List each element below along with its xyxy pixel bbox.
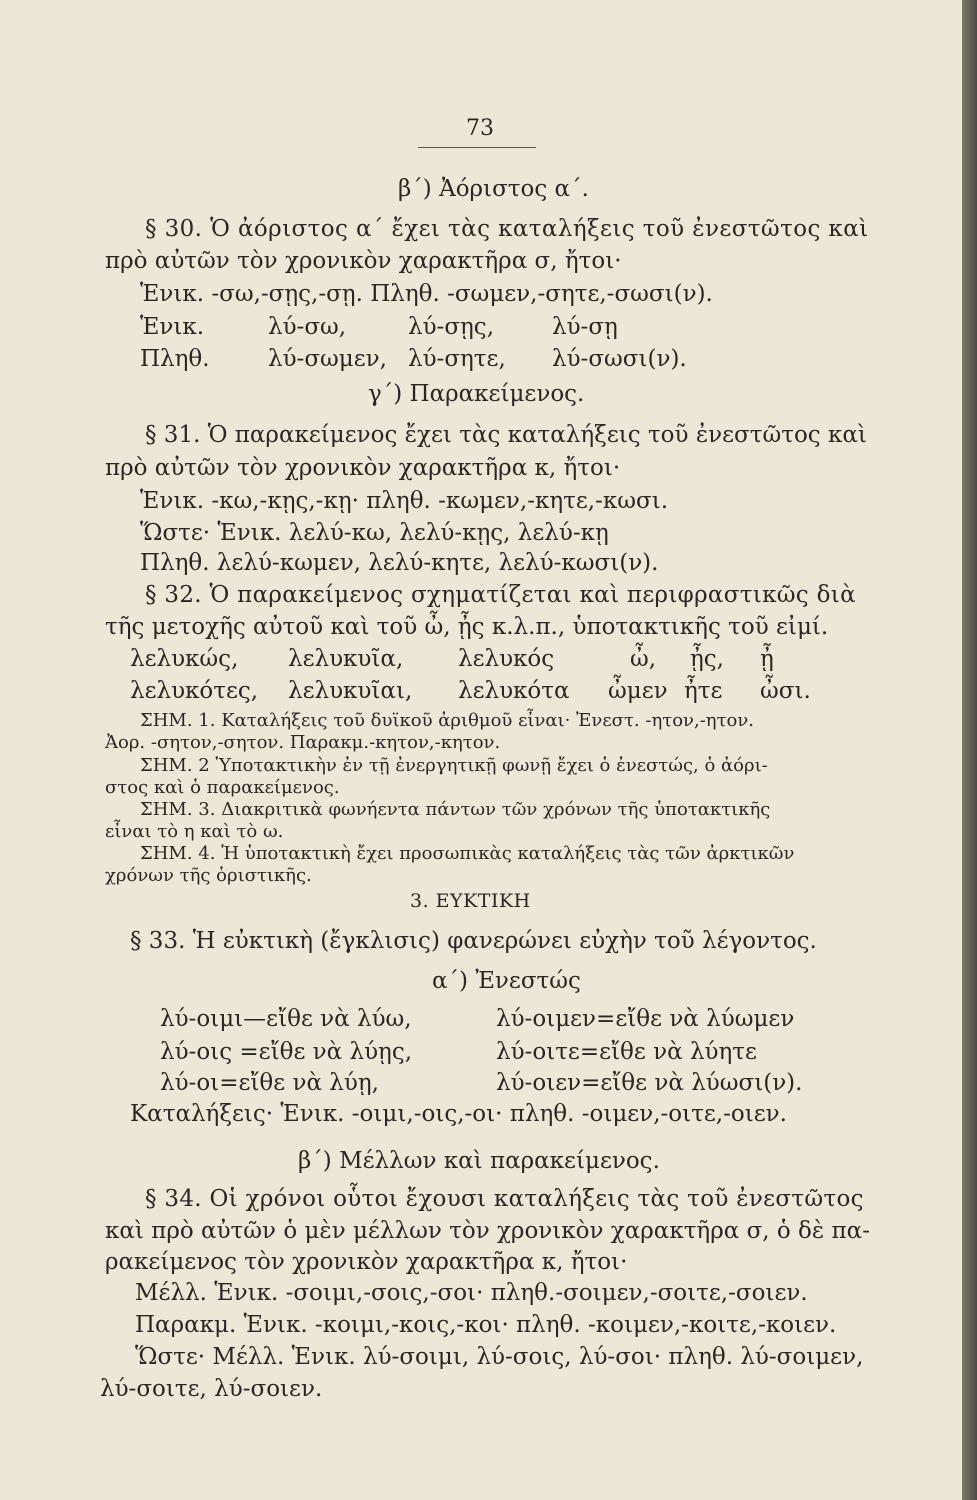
note-line: ΣΗΜ. 3. Διακριτικὰ φωνήεντα πάντων τῶν χρόνων τῆς ὑποτακτικῆς <box>140 799 771 820</box>
note-line: ΣΗΜ. 1. Καταλήξεις τοῦ δυϊκοῦ ἀριθμοῦ εἶναι· Ἐνεστ. -ητον,-ητον. <box>140 710 755 731</box>
cell: ἦτε <box>684 678 723 704</box>
optative-row-left: λύ-οις =εἴθε νὰ λύῃς, <box>160 1039 413 1065</box>
cell: ὦμεν <box>608 678 668 704</box>
paragraph-30-line-1: § 30. Ὁ ἀόριστος α΄ ἔχει τὰς καταλήξεις τοῦ ἐνεστῶτος καὶ <box>145 216 869 242</box>
paragraph-31-line-4: Ὥστε· Ἑνικ. λελύ-κω, λελύ-κῃς, λελύ-κῃ <box>140 520 609 546</box>
paragraph-30-line-3: Ἑνικ. -σω,-σῃς,-σῃ. Πληθ. -σωμεν,-σητε,-σωσι(ν). <box>140 281 713 307</box>
heading-optative: 3. ΕΥΚΤΙΚΗ <box>410 890 531 912</box>
heading-perfect: γ΄) Παρακείμενος. <box>368 381 585 407</box>
paragraph-34-line-1: § 34. Οἱ χρόνοι οὗτοι ἔχουσι καταλήξεις τὰς τοῦ ἐνεστῶτος <box>145 1186 864 1212</box>
paragraph-32-line-2: τῆς μετοχῆς αὐτοῦ καὶ τοῦ ὦ, ᾖς κ.λ.π., ὑποτακτικῆς τοῦ εἰμί. <box>105 614 829 640</box>
paragraph-34-line-5: Παρακμ. Ἑνικ. -κοιμι,-κοις,-κοι· πληθ. -κοιμεν,-κοιτε,-κοιεν. <box>135 1312 837 1338</box>
optative-endings: Καταλήξεις· Ἑνικ. -οιμι,-οις,-οι· πληθ. -οιμεν,-οιτε,-οιεν. <box>130 1101 787 1127</box>
cell: λύ-σῃ <box>552 314 618 340</box>
cell: ᾖς, <box>690 646 724 672</box>
page-edge-shadow <box>962 0 977 1500</box>
page-number-rule <box>418 147 536 148</box>
paragraph-34-line-7: λύ-σοιτε, λύ-σοιεν. <box>100 1376 323 1402</box>
note-line: χρόνων τῆς ὁριστικῆς. <box>105 865 312 886</box>
paragraph-34-line-3: ρακείμενος τὸν χρονικὸν χαρακτῆρα κ, ἤτοι· <box>105 1249 628 1275</box>
paragraph-34-line-4: Μέλλ. Ἑνικ. -σοιμι,-σοις,-σοι· πληθ.-σοιμεν,-σοιτε,-σοιεν. <box>135 1280 808 1306</box>
cell: λύ-σωμεν, <box>268 346 387 372</box>
note-line: ΣΗΜ. 4. Ἡ ὑποτακτικὴ ἔχει προσωπικὰς καταλήξεις τὰς τῶν ἀρκτικῶν <box>140 843 795 864</box>
paragraph-34-line-2: καὶ πρὸ αὐτῶν ὁ μὲν μέλλων τὸν χρονικὸν χαρακτῆρα σ, ὁ δὲ πα- <box>105 1218 870 1244</box>
paragraph-31-line-1: § 31. Ὁ παρακείμενος ἔχει τὰς καταλήξεις τοῦ ἐνεστῶτος καὶ <box>145 422 867 448</box>
cell: ὦ, <box>630 646 657 672</box>
heading-future-perfect: β΄) Μέλλων καὶ παρακείμενος. <box>298 1148 660 1174</box>
optative-row-right: λύ-οιεν=εἴθε νὰ λύωσι(ν). <box>496 1070 803 1096</box>
cell: λελυκότα <box>458 678 570 704</box>
cell: Ἑνικ. <box>140 314 205 340</box>
optative-row-right: λύ-οιτε=εἴθε νὰ λύητε <box>496 1039 757 1065</box>
cell: λύ-σῃς, <box>408 314 495 340</box>
note-line: στος καὶ ὁ παρακείμενος. <box>105 777 340 798</box>
cell: λύ-σητε, <box>408 346 506 372</box>
paragraph-31-line-2: πρὸ αὐτῶν τὸν χρονικὸν χαρακτῆρα κ, ἤτοι· <box>105 455 621 481</box>
paragraph-30-line-2: πρὸ αὐτῶν τὸν χρονικὸν χαρακτῆρα σ, ἤτοι· <box>105 248 622 274</box>
note-line: εἶναι τὸ η καὶ τὸ ω. <box>105 821 284 842</box>
cell: Πληθ. <box>140 346 210 372</box>
cell: λελυκότες, <box>130 678 259 704</box>
cell: λελυκός <box>458 646 555 672</box>
page-number: 73 <box>466 116 494 141</box>
paragraph-32-line-1: § 32. Ὁ παρακείμενος σχηματίζεται καὶ περιφραστικῶς διὰ <box>145 582 856 608</box>
heading-present: α΄) Ἐνεστώς <box>432 968 581 994</box>
paragraph-31-line-5: Πληθ. λελύ-κωμεν, λελύ-κητε, λελύ-κωσι(ν). <box>140 550 659 576</box>
note-line: Ἀορ. -σητον,-σητον. Παρακμ.-κητον,-κητον. <box>105 732 501 753</box>
paragraph-31-line-3: Ἑνικ. -κω,-κῃς,-κῃ· πληθ. -κωμεν,-κητε,-κωσι. <box>140 488 669 514</box>
cell: λελυκυῖαι, <box>288 678 413 704</box>
cell: ὦσι. <box>760 678 811 704</box>
cell: λελυκυῖα, <box>288 646 404 672</box>
paragraph-34-line-6: Ὥστε· Μέλλ. Ἑνικ. λύ-σοιμι, λύ-σοις, λύ-σοι· πληθ. λύ-σοιμεν, <box>135 1344 864 1370</box>
cell: λύ-σωσι(ν). <box>552 346 687 372</box>
note-line: ΣΗΜ. 2 Ὑποτακτικὴν ἐν τῇ ἐνεργητικῇ φωνῇ ἔχει ὁ ἐνεστώς, ὁ ἀόρι- <box>140 755 768 776</box>
heading-aorist: β΄) Ἀόριστος α΄. <box>398 176 589 202</box>
paragraph-33: § 33. Ἡ εὐκτικὴ (ἔγκλισις) φανερώνει εὐχὴν τοῦ λέγοντος. <box>130 928 817 954</box>
optative-row-left: λύ-οι=εἴθε νὰ λύῃ, <box>160 1070 379 1096</box>
optative-row-left: λύ-οιμι—εἴθε νὰ λύω, <box>160 1006 412 1032</box>
optative-row-right: λύ-οιμεν=εἴθε νὰ λύωμεν <box>496 1006 795 1032</box>
cell: ᾖ <box>760 646 774 672</box>
cell: λελυκώς, <box>130 646 239 672</box>
cell: λύ-σω, <box>268 314 347 340</box>
